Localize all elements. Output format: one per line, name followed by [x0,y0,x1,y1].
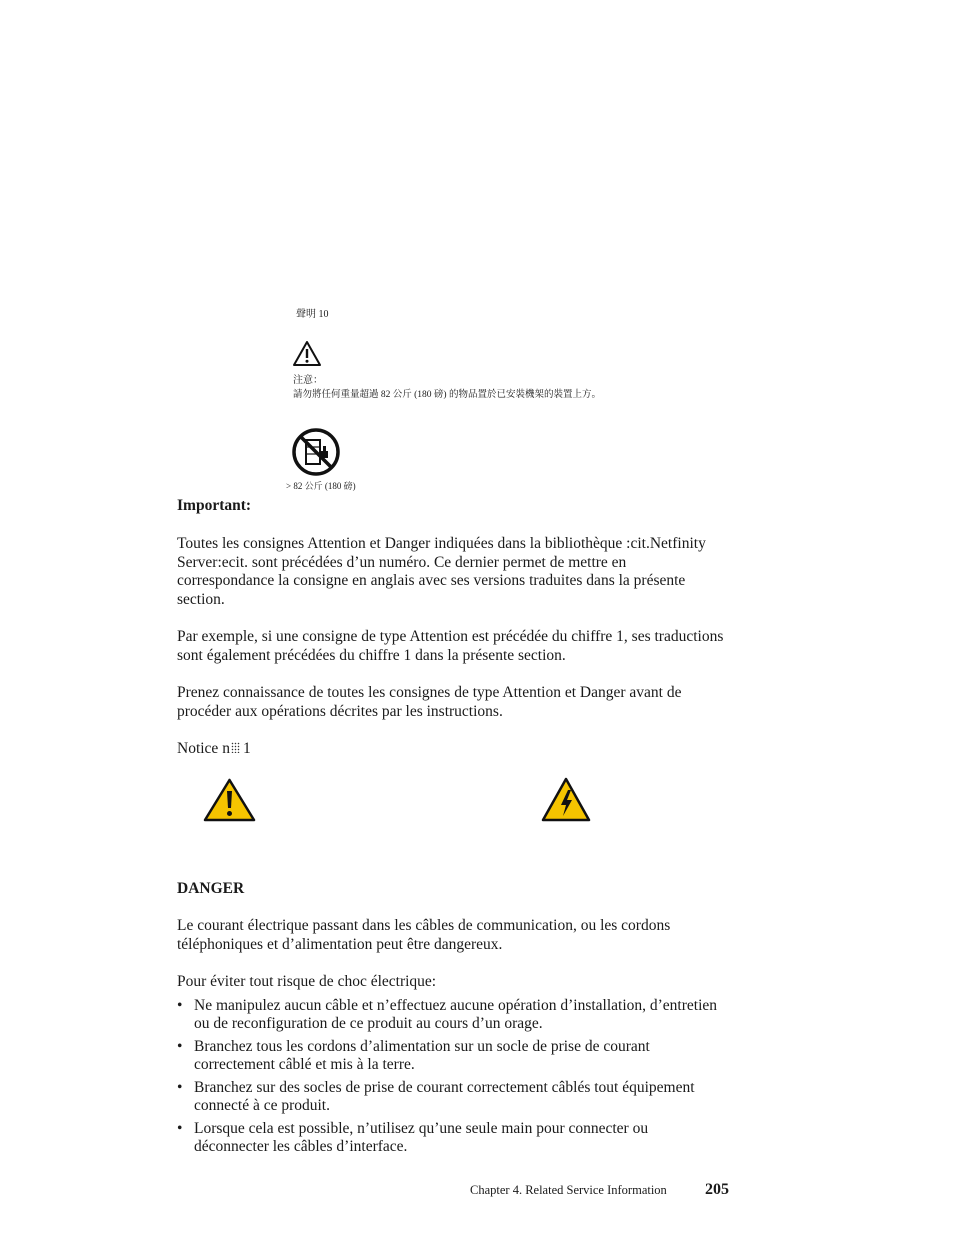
list-item: • Branchez tous les cordons d’alimentation sur un socle de prise de courant correctement câblé et mis à la terre. [177,1038,725,1074]
danger-heading: DANGER [177,880,245,897]
list-item: • Branchez sur des socles de prise de courant correctement câblés tout équipement connecté à ce produit. [177,1079,725,1115]
no-heavy-load-icon [291,427,341,477]
caution-triangle-icon [292,340,322,367]
list-intro: Pour éviter tout risque de choc électrique: [177,973,437,990]
weight-warning-text: 請勿將任何重量超過 82 公斤 (180 磅) 的物品置於已安裝機架的裝置上方。 [293,390,601,400]
notice-number: 1 [242,740,251,757]
safety-list [177,997,725,1161]
page-number: 205 [705,1181,729,1198]
degree-glyph [231,742,240,753]
list-item: • Ne manipulez aucun câble et n’effectuez aucune opération d’installation, d’entretien ou de reconfiguration de ce produit au cours d’un orage. [177,997,725,1033]
statement-label: 聲明 10 [296,309,329,320]
notice-line [177,740,251,759]
attention-warning-icon [202,777,257,823]
instructions-paragraph: Prenez connaissance de toutes les consignes de type Attention et Danger avant de procéder aux opérations décrites par les instructions. [177,684,682,720]
notice-prefix: Notice n [177,740,230,757]
weight-limit-label: > 82 公斤 (180 磅) [286,481,356,491]
intro-paragraph: Toutes les consignes Attention et Danger indiquées dans la bibliothèque :cit.Netfinity Server:ecit. sont précédées d’un numéro. Ce dernier permet de mettre en correspondance la consigne en anglais avec ses versions traduites dans la présente section. [177,535,706,608]
list-item: • Lorsque cela est possible, n’utilisez qu’une seule main pour connecter ou déconnecter les câbles d’interface. [177,1120,725,1156]
danger-paragraph: Le courant électrique passant dans les câbles de communication, ou les cordons téléphoniques et d’alimentation peut être dangereux. [177,917,671,953]
footer-chapter: Chapter 4. Related Service Information [470,1183,667,1197]
electrical-hazard-icon [540,776,592,823]
example-paragraph: Par exemple, si une consigne de type Attention est précédée du chiffre 1, ses traductions sont également précédées du chiffre 1 dans la présente section. [177,628,724,664]
caution-label: 注意： [293,375,323,386]
important-heading: Important: [177,497,252,514]
